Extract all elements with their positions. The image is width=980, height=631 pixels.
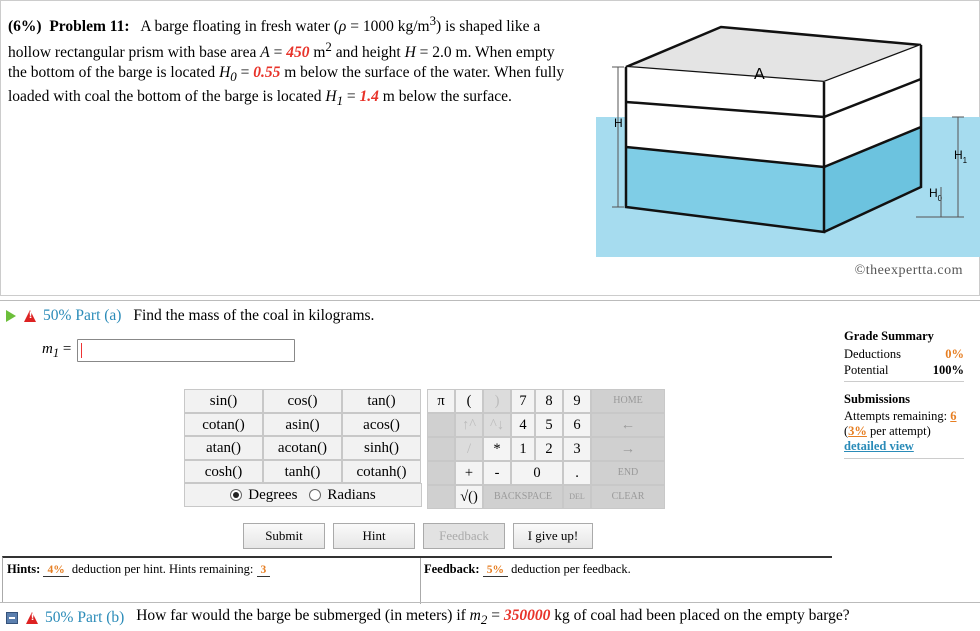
part-b-header <box>6 607 850 628</box>
feedback-pct: 5% <box>483 564 508 577</box>
problem-text-3b: m below the surface of the water. When fully <box>280 64 565 82</box>
part-a-label: Part (a) <box>75 307 122 324</box>
key-atan[interactable]: atan() <box>184 436 263 460</box>
part-a-panel <box>0 300 980 600</box>
h1-sub: 1 <box>336 93 344 109</box>
keypad <box>427 389 665 509</box>
key-clear[interactable]: CLEAR <box>591 485 665 509</box>
answer-row <box>42 339 295 362</box>
part-b-question: How far would the barge be submerged (in meters) if $m_2 = 350000$ kg of coal had been placed on the empty barge? <box>136 607 850 628</box>
key-sinh[interactable]: sinh() <box>342 436 421 460</box>
key-blank-2 <box>427 437 455 461</box>
degrees-radio[interactable] <box>230 489 242 501</box>
area-symbol: A <box>260 44 270 62</box>
hint-button[interactable]: Hint <box>333 523 415 549</box>
submit-button[interactable]: Submit <box>243 523 325 549</box>
key-home[interactable]: HOME <box>591 389 665 413</box>
key-cos[interactable]: cos() <box>263 389 342 413</box>
key-minus[interactable]: - <box>483 461 511 485</box>
key-5[interactable]: 5 <box>535 413 563 437</box>
key-pi[interactable]: π <box>427 389 455 413</box>
attempts-remaining: 6 <box>950 409 957 423</box>
collapse-icon[interactable] <box>6 612 18 624</box>
copyright: ©theexpertta.com <box>854 263 963 278</box>
attempts-info: Attempts remaining: 6 (3% per attempt) detailed view <box>844 409 957 453</box>
equals-3: = <box>343 88 360 106</box>
key-cosh[interactable]: cosh() <box>184 460 263 484</box>
degrees-label: Degrees <box>248 486 298 503</box>
feedback-button[interactable]: Feedback <box>423 523 505 549</box>
action-buttons <box>243 523 593 549</box>
barge-figure <box>596 7 980 257</box>
problem-sup-2: 2 <box>325 39 332 55</box>
hints-remaining: 3 <box>257 564 271 577</box>
radians-label: Radians <box>327 486 376 503</box>
key-left[interactable]: ← <box>591 413 665 437</box>
problem-statement <box>8 11 593 112</box>
h0-value: 0.55 <box>253 64 281 82</box>
key-right[interactable]: → <box>591 437 665 461</box>
key-3[interactable]: 3 <box>563 437 591 461</box>
equals-2: = <box>236 64 254 82</box>
part-b-weight: 50% <box>45 608 74 626</box>
potential-row: Potential 100% <box>844 363 964 377</box>
area-value: 450 <box>286 44 310 62</box>
key-multiply[interactable]: * <box>483 437 511 461</box>
deductions-row: Deductions 0% <box>844 347 964 361</box>
angle-mode <box>184 483 422 507</box>
hints-label: Hints: <box>7 562 41 576</box>
key-lparen[interactable]: ( <box>455 389 483 413</box>
key-blank-3 <box>427 461 455 485</box>
key-2[interactable]: 2 <box>535 437 563 461</box>
grade-sidebar <box>844 329 964 459</box>
problem-panel <box>0 0 980 296</box>
key-0[interactable]: 0 <box>511 461 563 485</box>
detailed-view-link[interactable]: detailed view <box>844 439 914 453</box>
play-icon[interactable] <box>6 310 16 322</box>
key-6[interactable]: 6 <box>563 413 591 437</box>
key-4[interactable]: 4 <box>511 413 535 437</box>
part-b-panel <box>0 602 980 631</box>
problem-text-2a: hollow rectangular prism with base area <box>8 44 261 62</box>
key-rparen[interactable]: ) <box>483 389 511 413</box>
part-a-weight: 50% <box>43 307 72 324</box>
h0-symbol: H <box>219 64 231 82</box>
equals-1: = <box>269 44 287 62</box>
key-up-arrow[interactable]: ↑^ <box>455 413 483 437</box>
radians-radio[interactable] <box>309 489 321 501</box>
give-up-button[interactable]: I give up! <box>513 523 593 549</box>
key-blank-1 <box>427 413 455 437</box>
problem-text-1b: = 1000 kg/m <box>346 18 430 36</box>
height-symbol: H <box>404 44 416 62</box>
warning-icon <box>26 612 39 624</box>
key-cotanh[interactable]: cotanh() <box>342 460 421 484</box>
deductions-value: 0% <box>945 347 964 361</box>
problem-number: Problem 11: <box>49 18 130 36</box>
problem-text-2d: = 2.0 m. When empty <box>415 44 555 62</box>
m2-value: 350000 <box>503 607 551 624</box>
answer-variable: $m_1$ = <box>42 340 72 360</box>
key-7[interactable]: 7 <box>511 389 535 413</box>
key-blank-4 <box>427 485 455 509</box>
text-caret <box>81 343 82 358</box>
h1-value: 1.4 <box>359 88 379 106</box>
problem-text-1a: A barge floating in fresh water ( <box>140 18 339 36</box>
key-acos[interactable]: acos() <box>342 413 421 437</box>
key-divide[interactable]: / <box>455 437 483 461</box>
hints-info <box>7 562 270 577</box>
per-attempt-pct: 3% <box>848 424 867 438</box>
feedback-label: Feedback: <box>424 562 480 576</box>
label-h: H <box>614 116 623 130</box>
problem-text-2b: m <box>309 44 326 62</box>
hints-pct: 4% <box>43 564 68 577</box>
rho-symbol: ρ <box>338 18 347 36</box>
part-b-label: Part (b) <box>77 608 125 626</box>
hint-feedback-bar <box>2 556 832 602</box>
key-tan[interactable]: tan() <box>342 389 421 413</box>
key-9[interactable]: 9 <box>563 389 591 413</box>
problem-weight: (6%) <box>8 18 42 36</box>
problem-text-2c: and height <box>331 44 405 62</box>
key-del[interactable]: DEL <box>563 485 591 509</box>
label-a: A <box>754 66 765 83</box>
part-a-question: Find the mass of the coal in kilograms. <box>133 307 375 324</box>
potential-value: 100% <box>932 363 964 377</box>
grade-summary-title: Grade Summary <box>844 329 934 343</box>
feedback-info <box>420 558 833 604</box>
problem-text-4a: loaded with coal the bottom of the barge is located <box>8 88 326 106</box>
hints-text: deduction per hint. Hints remaining: <box>71 562 254 576</box>
answer-input[interactable] <box>77 339 295 362</box>
problem-text-3a: the bottom of the barge is located <box>8 64 220 82</box>
key-acotan[interactable]: acotan() <box>263 436 342 460</box>
key-backspace[interactable]: BACKSPACE <box>483 485 563 509</box>
label-h1: $H_1$ <box>954 148 968 165</box>
key-asin[interactable]: asin() <box>263 413 342 437</box>
key-plus[interactable]: + <box>455 461 483 485</box>
h0-sub: 0 <box>230 69 237 85</box>
key-sqrt[interactable]: √() <box>455 485 483 509</box>
submissions-title: Submissions <box>844 392 911 406</box>
key-1[interactable]: 1 <box>511 437 535 461</box>
problem-sup-1: 3 <box>429 13 437 28</box>
key-end[interactable]: END <box>591 461 665 485</box>
key-tanh[interactable]: tanh() <box>263 460 342 484</box>
function-keys <box>184 389 422 507</box>
feedback-text: deduction per feedback. <box>511 562 631 576</box>
h1-symbol: H <box>325 88 337 106</box>
key-8[interactable]: 8 <box>535 389 563 413</box>
warning-icon <box>24 310 37 322</box>
key-cotan[interactable]: cotan() <box>184 413 263 437</box>
problem-text-1c: ) is shaped like a <box>436 18 541 36</box>
label-h0: $H_0$ <box>929 186 943 203</box>
part-a-header <box>6 307 374 325</box>
key-sin[interactable]: sin() <box>184 389 263 413</box>
problem-text-4b: m below the surface. <box>378 88 512 106</box>
key-dot[interactable]: . <box>563 461 591 485</box>
key-down-arrow[interactable]: ^↓ <box>483 413 511 437</box>
